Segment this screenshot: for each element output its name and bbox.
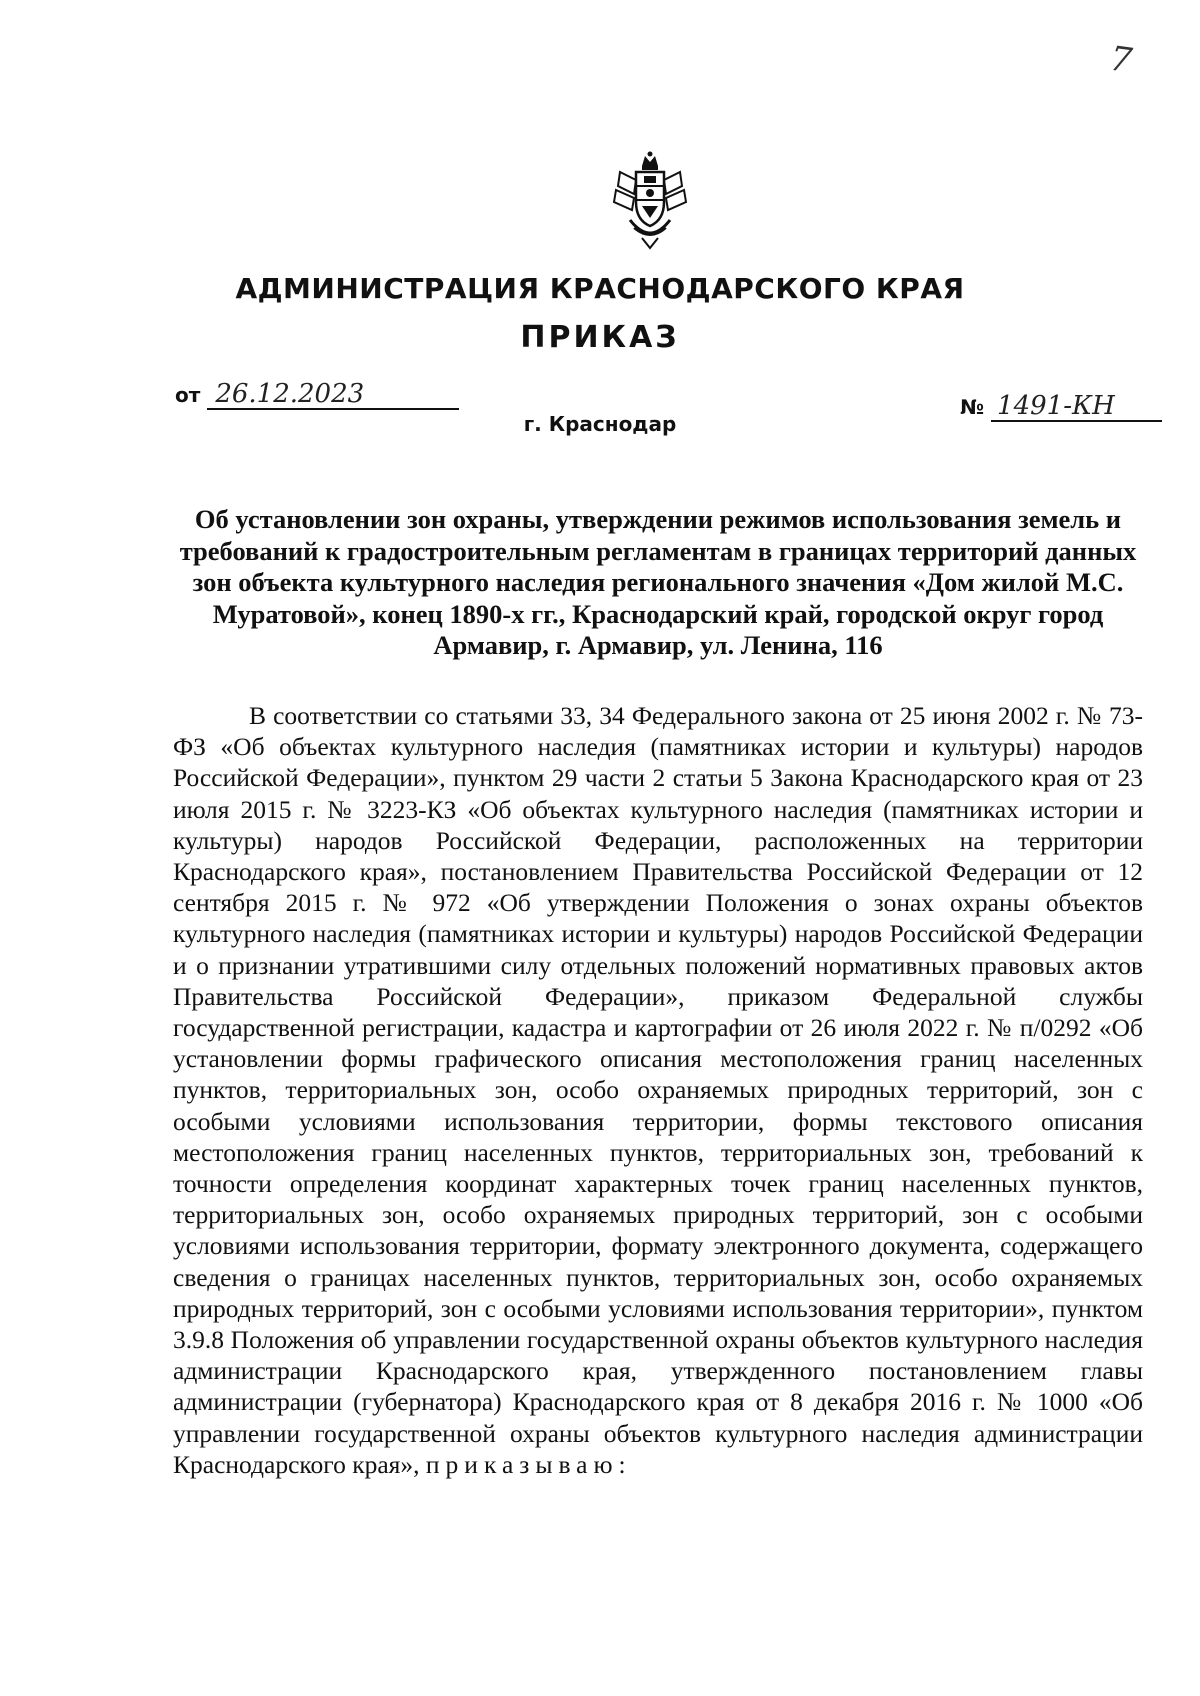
number-label: № xyxy=(960,395,985,419)
order-date: 26.12.2023 xyxy=(207,380,459,410)
date-label: от xyxy=(175,383,201,407)
city: г. Краснодар xyxy=(523,412,677,436)
preamble-text: В соответствии со статьями 33, 34 Федерального закона от 25 июня 2002 г. № 73-ФЗ «Об объектах культурного наследия (памятниках истории и культуры) народов Российской Федерации», пунктом 29 части 2 статьи 5 Закона Краснодарского края от 23 июля 2015 г. № 3223-КЗ «Об объектах культурного наследия (памятниках истории и культуры) народов Российской Федерации, расположенных на территории Краснодарского края», постановлением Правительства Российской Федерации от 12 сентября 2015 г. № 972 «Об утверждении Положения о зонах охраны объектов культурного наследия (памятниках истории и культуры) народов Российской Федерации и о признании утратившими силу отдельных положений нормативных правовых актов Правительства Российской Федерации», приказом Федеральной службы государственной регистрации, кадастра и картографии от 26 июля 2022 г. № п/0292 «Об установлении формы графического описания местоположения границ населенных пунктов, территориальных зон, особо охраняемых природных территорий, зон с особыми условиями использования территории, формы текстового описания местоположения границ населенных пунктов, территориальных зон, требований к точности определения координат характерных точек границ населенных пунктов, территориальных зон, особо охраняемых природных территорий, зон с особыми условиями использования территории, формату электронного документа, содержащего сведения о границах населенных пунктов, территориальных зон, особо охраняемых природных территорий, зон с особыми условиями использования территории», пунктом 3.9.8 Положения об управлении государственной охраны объектов культурного наследия администрации Краснодарского края, утвержденного постановлением главы администрации (губернатора) Краснодарского края от 8 декабря 2016 г. № 1000 «Об управлении государственной охраны объектов культурного наследия администрации Краснодарского края», xyxy=(173,701,1143,1479)
document-type: ПРИКАЗ xyxy=(520,320,680,355)
page-number: 7 xyxy=(1107,38,1135,82)
order-date-row xyxy=(175,380,459,410)
organization-name: АДМИНИСТРАЦИЯ КРАСНОДАРСКОГО КРАЯ xyxy=(235,272,965,305)
preamble-paragraph xyxy=(173,700,1143,1480)
order-closing: приказываю: xyxy=(425,1449,632,1479)
krasnodar-coat-of-arms-icon xyxy=(612,150,688,250)
document-title: Об установлении зон охраны, утверждении режимов использования земель и требований к градостроительным регламентам в границах территорий данных зон объекта культурного наследия регионального значения «Дом жилой М.С. Муратовой», конец 1890-х гг., Краснодарский край, городской округ город Армавир, г. Армавир, ул. Ленина, 116 xyxy=(179,504,1137,660)
order-number: 1491-КН xyxy=(991,392,1162,422)
